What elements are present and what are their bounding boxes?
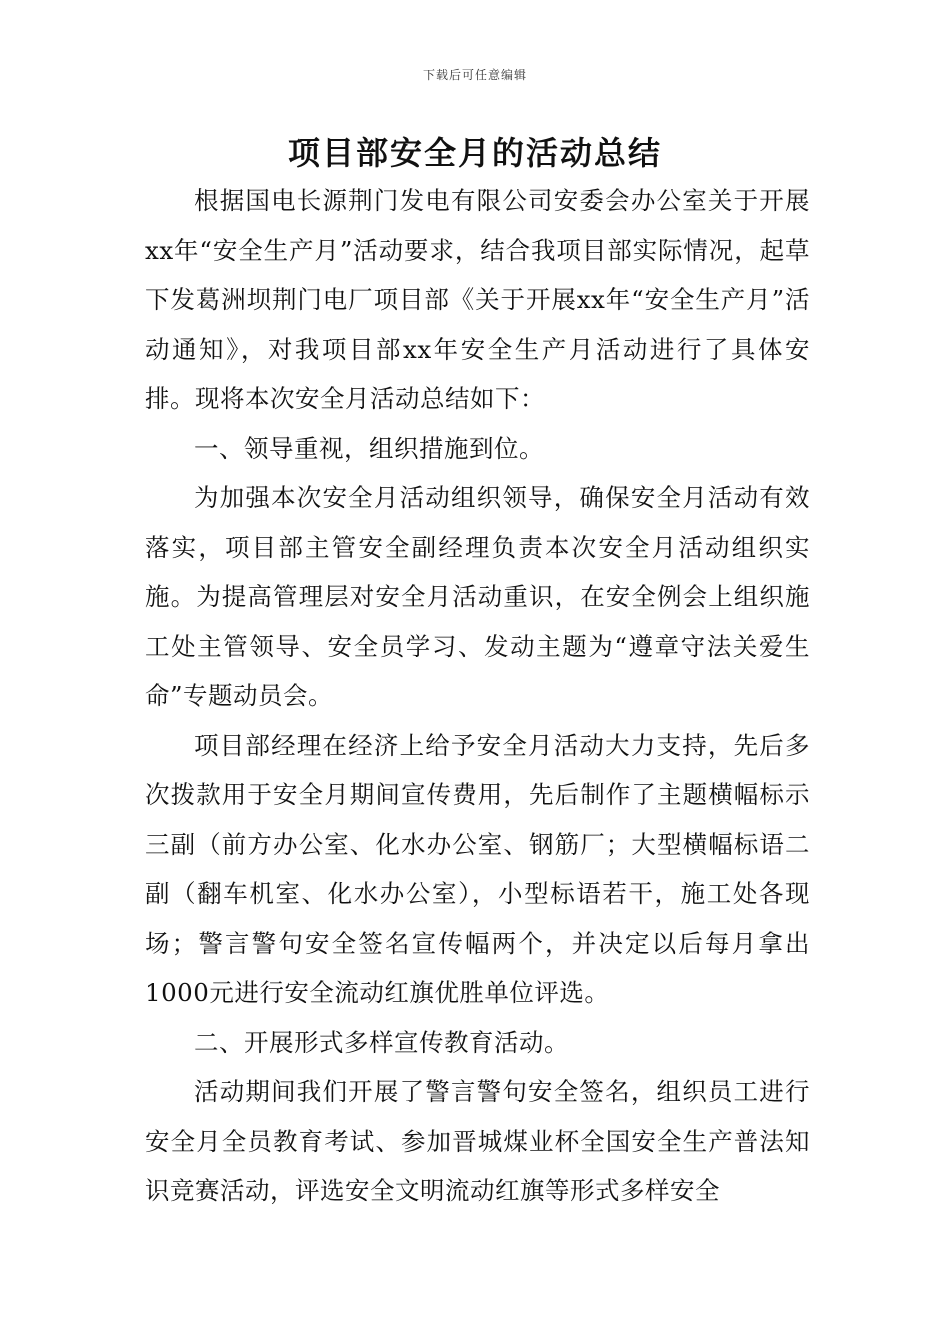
- paragraph-activities: 活动期间我们开展了警言警句安全签名，组织员工进行安全月全员教育考试、参加晋城煤业杯全国安全生产普法知识竞赛活动，评选安全文明流动红旗等形式多样安全: [145, 1077, 810, 1205]
- document-body: [145, 176, 810, 1216]
- document-title: 项目部安全月的活动总结: [287, 134, 662, 172]
- section-heading-2: 二、开展形式多样宣传教育活动。: [194, 1027, 569, 1057]
- section-heading-1: 一、领导重视，组织措施到位。: [194, 433, 544, 463]
- paragraph-intro: 根据国电长源荆门发电有限公司安委会办公室关于开展xx年“安全生产月”活动要求，结合我项目部实际情况，起草下发葛洲坝荆门电厂项目部《关于开展xx年“安全生产月”活动通知》，对我项目部xx年安全生产月活动进行了具体安排。现将本次安全月活动总结如下：: [145, 186, 810, 413]
- header-note: 下载后可任意编辑: [422, 68, 527, 82]
- paragraph-organization: 为加强本次安全月活动组织领导，确保安全月活动有效落实，项目部主管安全副经理负责本次安全月活动组织实施。为提高管理层对安全月活动重识，在安全例会上组织施工处主管领导、安全员学习、发动主题为“遵章守法关爱生命”专题动员会。: [145, 483, 810, 710]
- paragraph-funding: 项目部经理在经济上给予安全月活动大力支持，先后多次拨款用于安全月期间宣传费用，先后制作了主题横幅标示三副（前方办公室、化水办公室、钢筋厂；大型横幅标语二副（翻车机室、化水办公室），小型标语若干，施工处各现场；警言警句安全签名宣传幅两个，并决定以后每月拿出1000元进行安全流动红旗优胜单位评选。: [145, 730, 810, 1007]
